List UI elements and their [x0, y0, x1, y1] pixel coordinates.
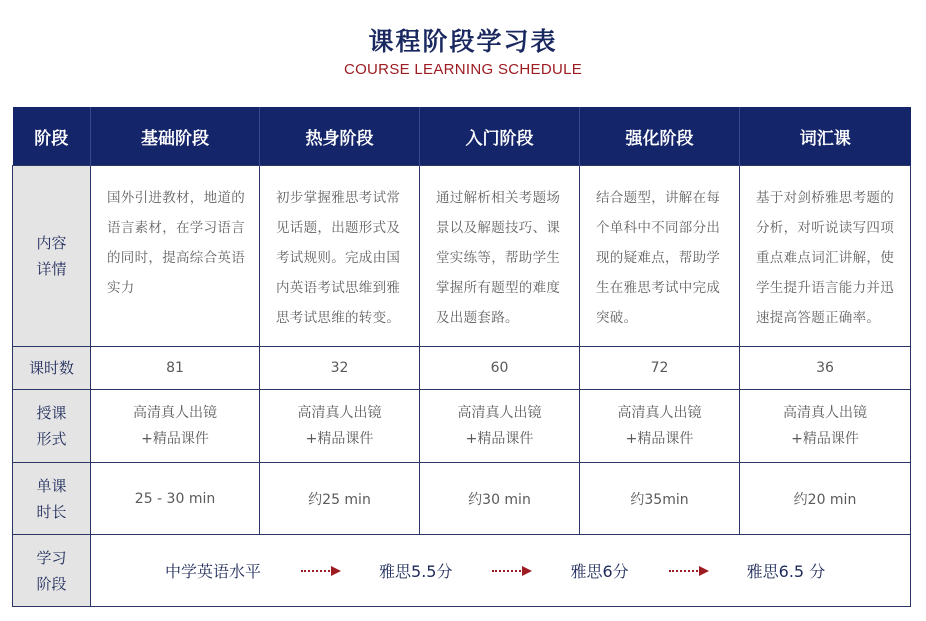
progress-step-start: 中学英语水平	[165, 562, 262, 581]
format-line: +精品课件	[625, 431, 694, 447]
row-label-line: 授课	[36, 404, 67, 422]
header-vocabulary-course: 词汇课	[740, 107, 911, 166]
row-label-format	[13, 390, 91, 463]
header-stage-label: 阶段	[13, 107, 91, 166]
row-label-line: 单课	[36, 476, 67, 495]
format-line: +精品课件	[465, 431, 534, 447]
content-cell-vocabulary: 基于对剑桥雅思考题的分析，对听说读写四项重点难点词汇讲解，使学生提升语言能力并迅速提高答题正确率。	[740, 166, 911, 347]
learning-progress	[91, 559, 910, 582]
page-subtitle: COURSE LEARNING SCHEDULE	[343, 61, 583, 78]
course-schedule-table	[12, 107, 911, 607]
format-cell	[740, 390, 911, 463]
format-line: 高清真人出镜	[457, 405, 542, 421]
format-cell	[580, 390, 740, 463]
duration-cell-intensive: 约35min	[580, 463, 740, 535]
hours-cell-vocabulary: 36	[740, 347, 911, 390]
format-cell	[91, 390, 260, 463]
row-label-line: 时长	[36, 502, 67, 521]
row-label-line: 阶段	[36, 574, 67, 593]
duration-cell-warmup: 约25 min	[260, 463, 420, 535]
hours-cell-intensive: 72	[580, 347, 740, 390]
row-label-hours: 课时数	[13, 347, 91, 390]
row-label-line: 内容	[36, 234, 67, 252]
table-row-hours	[13, 347, 911, 390]
table-row-learning-stage	[13, 535, 911, 607]
format-line: 高清真人出镜	[133, 405, 217, 421]
row-label-line: 详情	[36, 260, 67, 278]
header-intensive-stage: 强化阶段	[580, 107, 740, 166]
duration-cell-intro: 约30 min	[420, 463, 580, 535]
progress-step-3: 雅思6分	[570, 562, 629, 581]
table-row-format	[13, 390, 911, 463]
dotted-arrow-icon	[669, 566, 709, 576]
format-line: +精品课件	[305, 431, 374, 447]
dotted-arrow-icon	[301, 566, 341, 576]
page-title: 课程阶段学习表	[368, 27, 558, 56]
table-row-content	[13, 166, 911, 347]
content-cell-warmup: 初步掌握雅思考试常见话题，出题形式及考试规则。完成由国内英语考试思维到雅思考试思维的转变。	[260, 166, 420, 347]
dotted-arrow-icon	[492, 566, 532, 576]
progress-step-4: 雅思6.5 分	[746, 562, 826, 581]
learning-progress-cell	[91, 535, 911, 607]
header-warmup-stage: 热身阶段	[260, 107, 420, 166]
format-line: +精品课件	[141, 431, 209, 447]
content-cell-intro: 通过解析相关考题场景以及解题技巧、课堂实练等，帮助学生掌握所有题型的难度及出题套路。	[420, 166, 580, 347]
row-label-line: 形式	[36, 430, 67, 448]
format-line: 高清真人出镜	[783, 405, 867, 421]
row-label-content	[13, 166, 91, 347]
hours-cell-basic: 81	[91, 347, 260, 390]
duration-cell-vocabulary: 约20 min	[740, 463, 911, 535]
hours-cell-intro: 60	[420, 347, 580, 390]
format-cell	[260, 390, 420, 463]
hours-cell-warmup: 32	[260, 347, 420, 390]
table-row-duration	[13, 463, 911, 535]
duration-cell-basic: 25 - 30 min	[91, 463, 260, 535]
format-line: 高清真人出镜	[617, 405, 702, 421]
format-cell	[420, 390, 580, 463]
row-label-duration	[13, 463, 91, 535]
content-cell-intensive: 结合题型，讲解在每个单科中不同部分出现的疑难点，帮助学生在雅思考试中完成突破。	[580, 166, 740, 347]
row-label-line: 学习	[36, 548, 67, 567]
table-header-row	[13, 107, 911, 166]
content-cell-basic: 国外引进教材，地道的语言素材，在学习语言的同时，提高综合英语实力	[91, 166, 260, 347]
header-intro-stage: 入门阶段	[420, 107, 580, 166]
header-basic-stage: 基础阶段	[91, 107, 260, 166]
row-label-learning-stage	[13, 535, 91, 607]
format-line: 高清真人出镜	[297, 405, 382, 421]
progress-step-2: 雅思5.5分	[379, 562, 453, 581]
format-line: +精品课件	[791, 431, 859, 447]
